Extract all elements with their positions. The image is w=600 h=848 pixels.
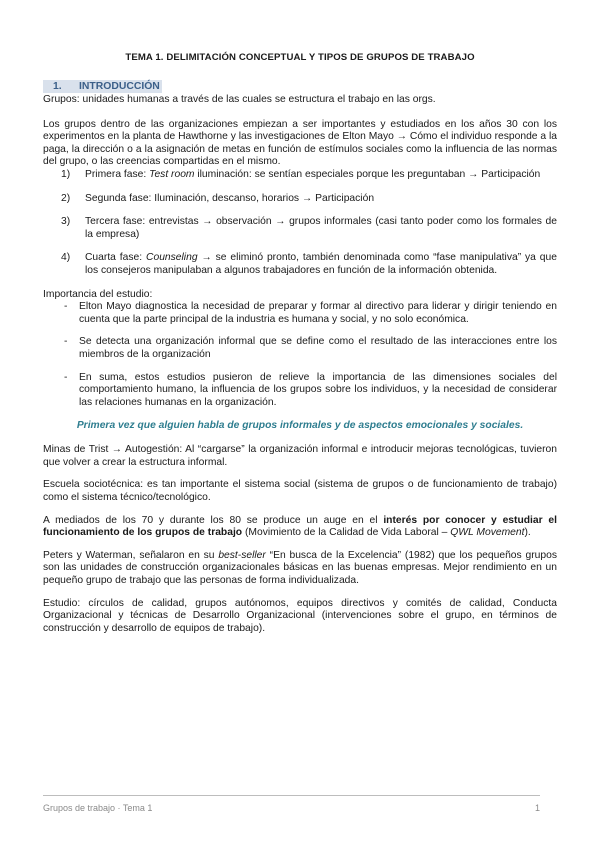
list-item: - Se detecta una organización informal que se define como el resultado de las interacciones entre los miembros de la organización [64,336,557,360]
intro-paragraph: Los grupos dentro de las organizaciones empiezan a ser importantes y estudiados en los años 30 con los experimentos en la planta de Hawthorne y las investigaciones de Elton Mayo → Cómo el individuo responde a la paga, la dirección o a la asignación de metas en función de estímulos sociales como la influencia de las normas del grupo, o las creencias compartidas en el mismo. [43,118,557,168]
highlight-note: Primera vez que alguien habla de grupos informales y de aspectos emocionales y sociales. [76,420,524,432]
document-title: TEMA 1. DELIMITACIÓN CONCEPTUAL Y TIPOS DE GRUPOS DE TRABAJO [125,52,475,63]
list-item: - Elton Mayo diagnostica la necesidad de preparar y formar al directivo para liderar y dirigir teniendo en cuenta que la parte principal de la industria es humana y social, y no solo económica. [64,301,557,325]
importance-list [43,301,557,409]
section-heading [43,80,162,93]
paragraph-sociotecnica: Escuela sociotécnica: es tan importante el sistema social (sistema de grupos o de funcionamiento de trabajo) como el sistema técnico/tecnológico. [43,479,557,504]
section-label: INTRODUCCIÓN [79,81,160,92]
paragraph-peters: Peters y Waterman, señalaron en su best-seller “En busca de la Excelencia” (1982) que los pequeños grupos son las unidades de construcción organizacionales básicas en las buenas empresas. Mejor rendimiento en un pequeño grupo de trabajo que las personas de forma individualizada. [43,549,557,587]
list-item: - En suma, estos estudios pusieron de relieve la importancia de las dimensiones sociales del comportamiento humano, la influencia de los grupos sobre los individuos, y la necesidad de considerar las relaciones humanas en la organización. [64,371,557,408]
list-item: 4) Cuarta fase: Counseling → se eliminó pronto, también denominada como “fase manipulativa” ya que los consejeros manipulaban a algunos trabajadores en función de la información obtenida. [61,252,557,276]
paragraph-qwl: A mediados de los 70 y durante los 80 se produce un auge en el interés por conocer y estudiar el funcionamiento de los grupos de trabajo (Movimiento de la Calidad de Vida Laboral – QWL Movement). [43,514,557,539]
document-page [43,52,557,635]
page-number: 1 [534,803,540,813]
list-item: 3) Tercera fase: entrevistas → observación → grupos informales (casi tanto poder como los formales de la empresa) [61,216,557,240]
paragraph-estudio: Estudio: círculos de calidad, grupos autónomos, equipos directivos y comités de calidad, Conducta Organizacional y técnicas de Desarrollo Organizacional (intervenciones sobre el grupo, en términos de construcción y desarrollo de equipos de trabajo). [43,597,557,634]
footer-label: Grupos de trabajo · Tema 1 [43,803,153,813]
paragraph-trist: Minas de Trist → Autogestión: Al “cargarse” la organización informal e introducir mejoras tecnológicas, tuvieron que volver a crear la estructura informal. [43,444,557,468]
page-footer [43,795,540,813]
section-number: 1. [53,81,62,92]
list-item: 2) Segunda fase: Iluminación, descanso, horarios → Participación [61,192,375,204]
intro-definition: Grupos: unidades humanas a través de las cuales se estructura el trabajo en las orgs. [43,94,436,105]
phases-list [43,169,557,278]
importance-label: Importancia del estudio: [43,288,153,300]
list-item: 1) Primera fase: Test room iluminación: se sentían especiales porque les preguntaban → Participación [61,168,541,180]
